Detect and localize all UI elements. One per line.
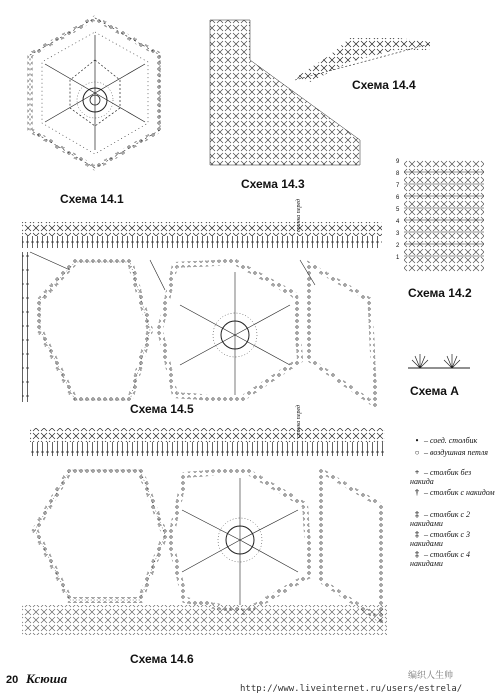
caption-scheme-14-2: Схема 14.2 (408, 286, 472, 300)
row-number: 2 (396, 243, 400, 249)
caption-scheme-14-1: Схема 14.1 (60, 192, 124, 206)
caption-scheme-14-4: Схема 14.4 (352, 78, 416, 92)
scheme-14-5-diagram (22, 222, 382, 405)
double-crochet-icon: † (415, 488, 419, 497)
scheme-14-6-diagram (22, 428, 387, 635)
legend-item (410, 530, 496, 548)
legend-text: – столбик с 2 накидами (410, 510, 471, 528)
legend-item (410, 550, 496, 568)
legend-item (410, 488, 496, 497)
legend-item (410, 448, 496, 457)
slip-stitch-icon: • (415, 436, 419, 445)
row-number: 9 (396, 159, 400, 165)
caption-scheme-14-6: Схема 14.6 (130, 652, 194, 666)
trtr-crochet-icon: ‡ (415, 550, 419, 559)
side-label-back-front: спинка перед (296, 198, 302, 232)
scheme-14-1-diagram (30, 18, 160, 168)
side-label-back-front: спинка перед (296, 404, 302, 438)
caption-scheme-14-3: Схема 14.3 (241, 177, 305, 191)
row-number: 1 (396, 255, 400, 261)
scheme-14-3-diagram (210, 20, 360, 165)
row-number: 6 (396, 195, 400, 201)
row-number: 7 (396, 183, 400, 189)
legend-text: – соед. столбик (424, 436, 478, 445)
legend-text: – воздушная петля (424, 448, 488, 457)
watermark: 编织人生帅 (408, 671, 454, 681)
legend-text: – столбик с 3 накидами (410, 530, 471, 548)
scheme-a-diagram (408, 354, 470, 368)
chain-stitch-icon: ○ (414, 448, 420, 457)
source-url: http://www.liveinternet.ru/users/estrela/ (240, 684, 463, 694)
caption-scheme-14-5: Схема 14.5 (130, 402, 194, 416)
page-number: 20 (6, 674, 19, 686)
scheme-14-2-diagram (404, 160, 484, 272)
magazine-title: Ксюша (26, 671, 68, 686)
legend-text: – столбик с накидом (424, 488, 495, 497)
legend-item (410, 436, 477, 445)
legend-text: – столбик с 4 накидами (410, 550, 471, 568)
row-number: 5 (396, 207, 400, 213)
scheme-14-4-diagram (295, 38, 430, 82)
row-number: 8 (396, 171, 400, 177)
dtr-crochet-icon: ‡ (415, 530, 419, 539)
legend-text: – столбик без накида (410, 468, 472, 486)
single-crochet-icon: + (414, 468, 420, 477)
treble-crochet-icon: ‡ (415, 510, 419, 519)
legend-item (410, 468, 496, 486)
row-number: 4 (396, 219, 400, 225)
caption-scheme-a: Схема А (410, 384, 459, 398)
legend-item (410, 510, 496, 528)
row-number: 3 (396, 231, 400, 237)
